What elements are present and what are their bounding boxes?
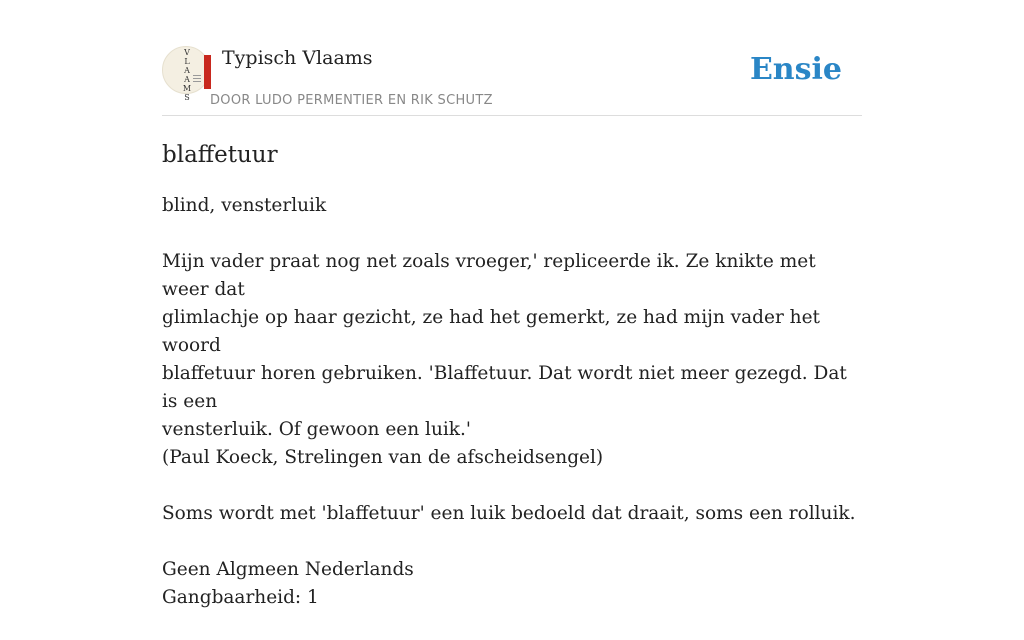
- ensie-logo[interactable]: Ensie: [749, 52, 842, 87]
- definition-text: blind, vensterluik: [162, 195, 327, 216]
- cover-lettering: [182, 48, 192, 102]
- entry-quote: [162, 248, 862, 472]
- cover-letter: V: [184, 48, 190, 57]
- cover-letter: A: [184, 66, 190, 75]
- cover-letter: A: [184, 75, 190, 84]
- cover-letter: S: [184, 93, 190, 102]
- cover-letter: M: [182, 84, 192, 93]
- entry-note: [162, 500, 862, 528]
- quote-line: Mijn vader praat nog net zoals vroeger,' repliceerde ik. Ze knikte met weer dat: [162, 251, 816, 300]
- note-text: Soms wordt met 'blaffetuur' een luik bedoeld dat draait, soms een rolluik.: [162, 503, 856, 524]
- book-title-link[interactable]: Typisch Vlaams: [222, 47, 373, 69]
- entry-title: blaffetuur: [162, 142, 278, 168]
- meta-line: Gangbaarheid: 1: [162, 587, 319, 608]
- meta-line: Geen Algmeen Nederlands: [162, 559, 414, 580]
- quote-line: glimlachje op haar gezicht, ze had het gemerkt, ze had mijn vader het woord: [162, 307, 820, 356]
- quote-line: vensterluik. Of gewoon een luik.': [162, 419, 471, 440]
- cover-lines: [193, 75, 201, 76]
- entry-meta: [162, 556, 862, 612]
- cover-decoration: [176, 50, 178, 88]
- entry-definition: [162, 192, 862, 220]
- book-cover-image[interactable]: [162, 46, 210, 102]
- cover-letter: L: [184, 57, 190, 66]
- quote-source: (Paul Koeck, Strelingen van de afscheidsengel): [162, 447, 604, 468]
- page-container: [162, 0, 862, 608]
- cover-red-bar: [204, 55, 211, 89]
- quote-line: blaffetuur horen gebruiken. 'Blaffetuur. Dat wordt niet meer gezegd. Dat is een: [162, 363, 847, 412]
- header: [162, 0, 862, 116]
- book-authors: DOOR LUDO PERMENTIER EN RIK SCHUTZ: [210, 93, 493, 108]
- entry-body: [162, 192, 862, 640]
